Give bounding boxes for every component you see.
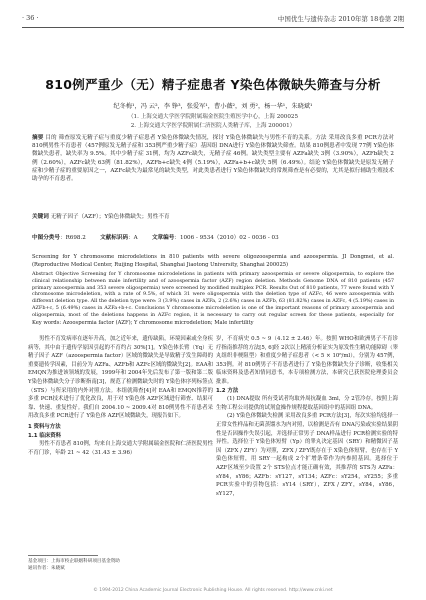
article-id-label: 文章编号 [151, 235, 175, 241]
clc-label: 中图分类号 [32, 235, 60, 241]
microdeletion-detection-paragraph: (2) Y染色体微缺失检测 采用改良多重 PCR方法[3]，每次实验均选择一正常女性样品和无菌蒸馏水为内对照，以检测是否有 DNA污染或实验结果阴性是否因操作失误引起，并选择正常男子 DNA样品进行 PCR检测实验的特异性。选择位于 Y染色体短臂（Yp）的睾丸决定基因（SRY）和精微因子基因（ZFX / ZFY）为对照，ZFX / ZFY既存在于 X染色体短臂，也存在于 Y染色体短臂，用 SRY一起构成 2个扩增条带作为内参照基因。选择位于 AZF区域至少设置 2个 STS位点才能正确有效，其推荐的 STS为 AZFa：sY84，sY86；AZFb：sY127，sY134；AZFc：sY254，sY255；多重 PCR实验中的引物包括：sY14（SRY），ZFX / ZFY，sY84，sY86，sY127， [216, 413, 398, 497]
english-abstract: Abstract Objective Screening for Y chromosome microdeletions in patients with primary azoospermia or severe oligospermia, to explore the clinical relationship between male infertility and of azoospermia factor (AZF) region deletion. Methods Genome DNA of 810 patients (457 primary azoospermia and 353 severe oligospermia) were screened by modified multiplex PCR. Results Out of 810 patients, 77 were found with Y chromosome microdeletion, with a rate of 9.5%, of which 31 were oligospermia with the deletion type of AZFc, 46 were azoospermia with different deletion type. All the deletion type were: 3 (3.9%) cases in AZFa, 2 (2.6%) cases in AZFb, 63 (81.82%) cases in AZFc, 4 (5.19%) cases in AZFb+c, 5 (6.49%) cases in AZFa+b+c. Conclusions Y chromosome microdeletion is one of the important reasons of primary azoospermia and oligospermia, most of the deletions happens in AZFc region, it is necessary to carry out regular screen for these patients, especially for [32, 271, 394, 317]
footnote-correspondence: 通讯作者：朱晓斌 [28, 566, 65, 571]
article-id-value: 1006 - 9534（2010）02 - 0036 - 03 [179, 235, 279, 241]
running-header [22, 14, 404, 26]
body-right-column [216, 335, 398, 575]
subsection-clinical-data: 1.1 临床资料 [28, 432, 61, 439]
footnote-rule [28, 555, 98, 556]
english-keywords: Key words: Azoospermia factor (AZF); Y chromosome microdeletion; Male infertility [32, 320, 254, 326]
abstract-cn-text: 目的 筛查原发无精子症与重度少精子症患者 Y染色体微缺失情况，探讨 Y染色体微缺失与男性不育的关系。方法 采用改良多重 PCR方法对 810例男性不育患者（457例原发无精子症和 353例严重少精子症）基因组 DNA进行 Y染色体微缺失筛查。结果 810例患者中发现 77例 Y染色体微缺失患者，缺失率为 9.5%。其中少精子症 31例，均为 AZFc缺失，无精子症 46例。缺失类型主要有 AZFa缺失 3例（3.90%），AZFb缺失 2例（2.60%），AZFc缺失 63例（81.82%），AZFb+c缺失 4例（5.19%），AZFa+b+c缺失 5例（6.49%）。结论 Y染色体微缺失是原发无精子症和少精子症的重要原因之一，AZFc缺失为最常见的缺失类型，对此类患者进行 Y染色体微缺失的常规筛查是有必要的，尤其是拟行辅助生殖技术助孕的不育患者。 [32, 135, 394, 183]
doc-code-label: 文献标识码 [100, 235, 129, 241]
paper-title: 810例严重少（无）精子症患者 Y染色体微缺失筛查与分析 [45, 77, 381, 92]
subsection-methods: 1.2 方法 [216, 387, 239, 394]
keywords-cn-label: 关键词 [32, 214, 49, 220]
intro-paragraph: 男性不育发病率在逐年升高，加之近年来，遗传缺陷，环境因素或全身疾病等，其中由于遗传学原因引起的不育约占 30%[1]。Y染色体长臂（Yq）无精子因子 AZF（azoospermia factor）区域的微缺失是导致精子发生障碍的重要遗传学因素，目前分为 AZFa、AZFb和 AZFc区域的微缺失[2]。EAA和 EMQN为推进该领域的发展，1999年和 2004年先后发布了第一版和第二版 Y染色体微缺失分子诊断指南[3]，规范了检测微缺失时的 Y染色体序列标签点（STS）与所采用的内外对照方法。本组就筛查[4]对 EAA和 EMQN推荐的多重 PCR技术进行了优化改良，用于对 Y染色体 AZF区域进行筛查、结果可靠、快速、重复性好。我们自 2004.10 ~ 2009.4对 810例男性不育患者采用改良多重 PCR进行了 Y染色体 AZF区域微缺失，现报告如下。 [28, 336, 213, 420]
section-heading-materials-methods: 1 资料与方法 [28, 423, 61, 430]
keywords-cn-text: 无精子因子（AZF）；Y染色体微缺失；男性不育 [50, 214, 170, 220]
author-list: 纪冬梅¹，冯 云²，李 铮³，张爱军¹，曹小薇²，刘 勇²，杨一华¹，朱晓斌¹ [113, 103, 313, 110]
clinical-data-paragraph: 男性不育患者 810例，均来自上海交通大学附属瑞金医院和仁济医院男性不育门诊，年龄 21 ~ 42（31.43 ± 3.96） [28, 441, 213, 456]
footnote-funding: 基金项目：上海市校企联姻科研项目基金资助 [28, 559, 120, 564]
copyright-line: © 1994-2012 China Academic Journal Electronic Publishing House. All rights reserved. http://www.cnki.net [93, 588, 333, 593]
body-left-column [28, 335, 213, 553]
affiliation-1: （1. 上海交通大学医学院附属瑞金医院生殖医学中心，上海 200025 [127, 114, 299, 120]
english-title: Screening for Y chromosome microdeletions in 810 patients with severe oligozoospermia and azoospermia. JI Dongmei, et al. (Reproductive Medical Center, Ruijing Hospital, Shanghai Jiaotong University, Shanghai 200025) [32, 254, 394, 268]
abstract-cn-label: 摘要 [32, 135, 44, 141]
classification-row: 中图分类号：R698.2 文献标识码：A 文章编号：1006 - 9534（2010）02 - 0036 - 03 [32, 235, 279, 241]
affiliation-2: 2. 上海交通大学医学院附属仁济医院人类精子库，上海 200001） [130, 123, 296, 129]
page-number: · 36 · [22, 14, 39, 22]
doc-code-value: A [133, 235, 138, 241]
keywords-cn [32, 213, 394, 222]
dna-extraction-paragraph: (1) DNA提取 所有受试者均取外周抗凝血 3ml，分 2管冷存。按照上海生物工程公司提供的试剂盒操作规程提取基因组中的基因组 DNA。 [216, 396, 398, 411]
clc-value: R698.2 [65, 235, 86, 241]
header-rule [22, 27, 404, 28]
journal-name: 中国优生与遗传杂志 2010年第 18卷第 2期 [277, 15, 404, 23]
abstract-cn [32, 134, 394, 200]
patients-paragraph: 岁，不育病史 0.5 ~ 9（4.12 ± 2.46）年。按照 WHO和欧洲男子不育诊疗指南推荐的方法[5, 6]经 2次以上精液分析证实为原发性生精功能障碍（睾丸组织非梗阻型）和重度少精子症患者（< 5 × 10⁶/ml），分别为 457例，353例。对 810例男子不育患者进行了 Y染色体微缺失分子诊断，收集相关临床资料及患者知情同意书，本专项检测方法，本研究已获医院伦理委员会批准。 [216, 336, 398, 385]
